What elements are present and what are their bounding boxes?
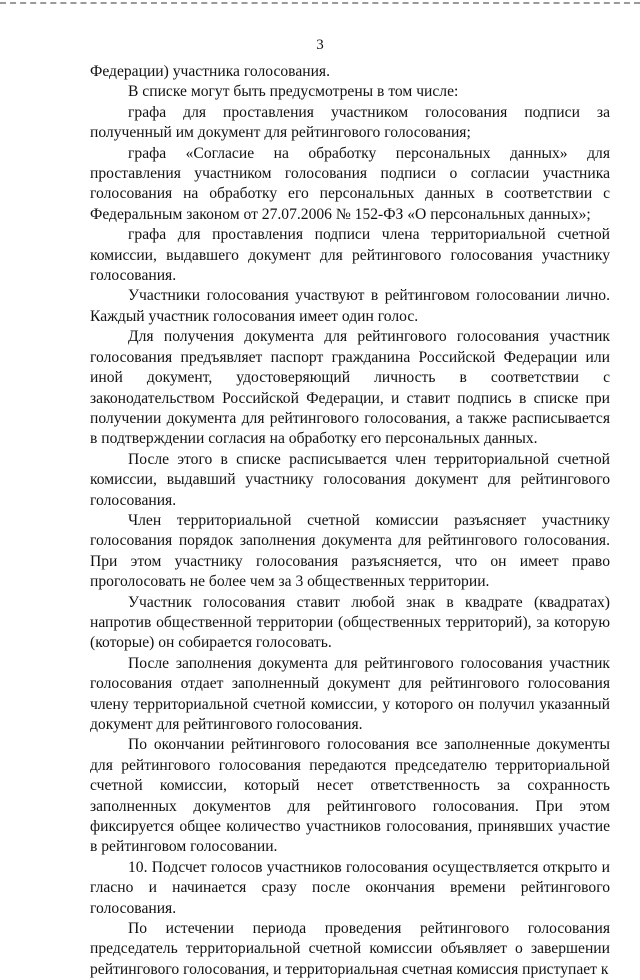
paragraph: Для получения документа для рейтингового голосования участник голосования предъявляет паспорт гражданина Российской Федерации или иной документ, удостоверяющий личность в соответствии с законодательством Российской Федерации, и ставит подпись в списке при получении документа для рейтингового голосования, а также расписывается в подтверждении согласия на обработку его персональных данных. xyxy=(90,328,610,448)
paragraph: По истечении периода проведения рейтингового голосования председатель территориальной счетной комиссии объявляет о завершении рейтингового голосования, и территориальная счетная комиссия приступает к xyxy=(90,920,610,978)
paragraph-section-10: 10. Подсчет голосов участников голосования осуществляется открыто и гласно и начинается сразу после окончания времени рейтингового голосования. xyxy=(90,858,610,917)
paragraph: По окончании рейтингового голосования все заполненные документы для рейтингового голосования передаются председателю территориальной счетной комиссии, который несет ответственность за сохранность заполненных документов для рейтингового голосования. При этом фиксируется общее количество участников голосования, принявших участие в рейтинговом голосовании. xyxy=(90,736,610,856)
document-body xyxy=(90,62,610,980)
paragraph: После заполнения документа для рейтингового голосования участник голосования отдает заполненный документ для рейтингового голосования члену территориальной счетной комиссии, у которого он получил указанный документ для рейтингового голосования. xyxy=(90,654,610,733)
paragraph: графа «Согласие на обработку персональных данных» для проставления участником голосования подписи о согласии участника голосования на обработку его персональных данных в соответствии с Федеральным законом от 27.07.2006 № 152-ФЗ «О персональных данных»; xyxy=(90,144,610,223)
paragraph-continuation: Федерации) участника голосования. xyxy=(90,63,331,80)
page-number: 3 xyxy=(316,37,324,53)
scan-top-edge xyxy=(0,2,640,4)
paragraph: Участники голосования участвуют в рейтинговом голосовании лично. Каждый участник голосования имеет один голос. xyxy=(90,287,610,325)
paragraph: В списке могут быть предусмотрены в том числе: xyxy=(128,83,459,101)
paragraph: Член территориальной счетной комиссии разъясняет участнику голосования порядок заполнения документа для рейтингового голосования. При этом участнику голосования разъясняется, что он имеет право проголосовать не более чем за 3 общественных территории. xyxy=(90,511,610,591)
paragraph: Участник голосования ставит любой знак в квадрате (квадратах) напротив общественной территории (общественных территорий), за которую (которые) он собирается голосовать. xyxy=(90,593,610,652)
paragraph: графа для проставления подписи члена территориальной счетной комиссии, выдавшего документ для рейтингового голосования участнику голосования. xyxy=(90,226,610,285)
paragraph: После этого в списке расписывается член территориальной счетной комиссии, выдавший участнику голосования документ для рейтингового голосования. xyxy=(90,450,610,509)
paragraph: графа для проставления участником голосования подписи за полученный им документ для рейтингового голосования; xyxy=(90,103,610,142)
